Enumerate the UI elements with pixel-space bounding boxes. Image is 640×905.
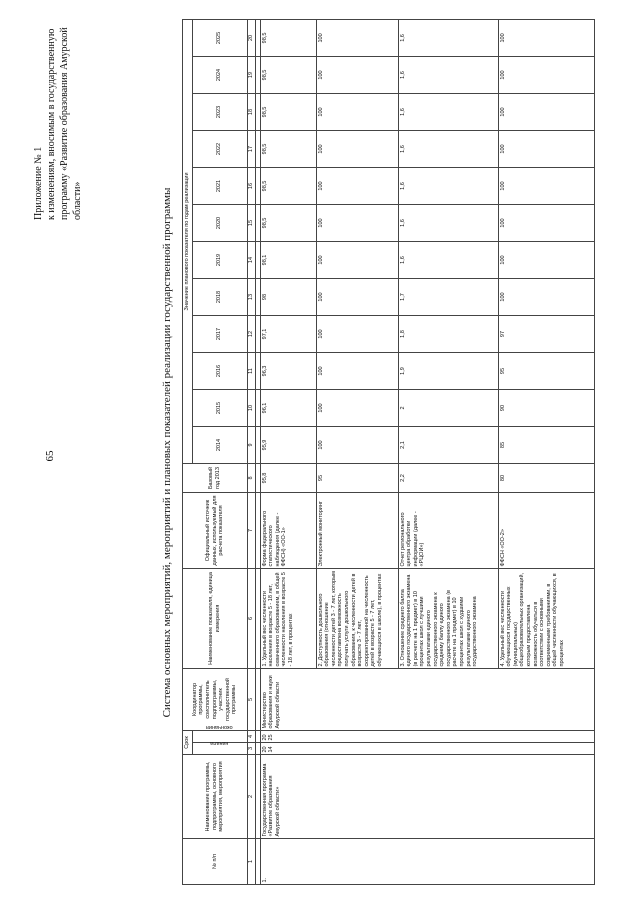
- header-term: Срок: [183, 731, 193, 755]
- indicator-value: 100: [498, 94, 594, 131]
- column-number: 15: [247, 205, 255, 242]
- header-year: 2017: [192, 316, 247, 353]
- indicator-value: 100: [498, 279, 594, 316]
- indicator-value: 100: [498, 242, 594, 279]
- indicator-value: 100: [316, 57, 398, 94]
- column-number: 8: [247, 464, 255, 493]
- header-year: 2018: [192, 279, 247, 316]
- appendix-line-3: программу «Развитие образования Амурской: [59, 27, 70, 220]
- indicator-value: 100: [498, 19, 594, 56]
- indicator-value: 100: [316, 131, 398, 168]
- indicator-value: 1,6: [398, 19, 498, 56]
- indicator-value: 100: [316, 19, 398, 56]
- column-number: 13: [247, 279, 255, 316]
- indicator-base: 95: [316, 464, 398, 493]
- program-end: 2025: [260, 731, 594, 743]
- indicator-value: 1,7: [398, 279, 498, 316]
- header-name: Наименование программы, подпрограммы, основного мероприятия, мероприятия: [183, 755, 248, 839]
- column-number: 18: [247, 94, 255, 131]
- page-number: 65: [44, 450, 56, 462]
- column-number: 3: [247, 743, 255, 755]
- header-year: 2025: [192, 19, 247, 56]
- indicator-value: 85: [498, 427, 594, 464]
- header-start-label: начала: [210, 740, 229, 747]
- indicator-source: Форма федерального статистического наблюдения (далее - ФФСН) «ОО-1»: [260, 493, 316, 569]
- indicator-value: 100: [316, 94, 398, 131]
- column-number: 2: [247, 755, 255, 839]
- header-indicator: Наименование показателя, единица измерения: [183, 569, 248, 669]
- indicator-value: 1,6: [398, 168, 498, 205]
- indicator-value: 98,5: [260, 131, 316, 168]
- appendix-line-4: области»: [72, 181, 83, 220]
- indicator-value: 1,6: [398, 242, 498, 279]
- indicator-name: 1. Удельный вес численности населения в возрасте 5 - 18 лет, охваченного образованием, в общей численности населения в возрасте 5 - 18 лет, в процентах: [260, 569, 316, 669]
- header-year: 2024: [192, 57, 247, 94]
- indicator-source: ФФСН «ОО-2»: [498, 493, 594, 569]
- program-name: Государственная программа «Развитие образования Амурской области»: [260, 755, 594, 839]
- header-coordinator: Координатор программы, соисполнитель подпрограммы, участник государственной программы: [183, 669, 248, 731]
- indicator-value: 96,1: [260, 390, 316, 427]
- indicator-name: 2. Доступность дошкольного образования (отношение численности детей 3 - 7 лет, которым предоставлена возможность получать услуги дошкольного образования, к численности детей в возрасте 3 - 7 лет, скорректированной на численность детей в возрасте 5 - 7 лет, обучающихся в школе), в процентах: [316, 569, 398, 669]
- indicator-value: 100: [316, 427, 398, 464]
- program-start: 2014: [260, 743, 594, 755]
- header-row-1: [183, 19, 193, 884]
- column-number: 11: [247, 353, 255, 390]
- column-number: 19: [247, 57, 255, 94]
- indicator-value: 1,6: [398, 131, 498, 168]
- program-coordinator: Министерство образования и науки Амурской области: [260, 669, 594, 731]
- column-number: 20: [247, 19, 255, 56]
- header-num: № п/п: [183, 839, 248, 885]
- appendix-line-1: Приложение № 1: [33, 146, 44, 220]
- indicator-value: 98,5: [260, 205, 316, 242]
- header-base-year: Базовый год 2013: [183, 464, 248, 493]
- indicator-value: 100: [498, 205, 594, 242]
- indicator-source: Электронный мониторинг: [316, 493, 398, 569]
- column-number: 9: [247, 427, 255, 464]
- indicator-value: 1,8: [398, 316, 498, 353]
- indicators-table: [182, 19, 595, 885]
- header-year: 2015: [192, 390, 247, 427]
- column-number: 14: [247, 242, 255, 279]
- indicator-value: 97,1: [260, 316, 316, 353]
- column-number: 12: [247, 316, 255, 353]
- header-year: 2020: [192, 205, 247, 242]
- column-number: 6: [247, 569, 255, 669]
- indicator-value: 100: [316, 168, 398, 205]
- indicator-value: 100: [316, 390, 398, 427]
- indicator-name: 3. Отношение среднего балла единого государственного экзамена (в расчете на 1 предмет) в 10 процентах школ с лучшими результатами единого государственного экзамена к среднему баллу единого государственного экзамена (в расчете на 1 предмет) в 10 процентах школ с худшими результатами единого государственного экзамена: [398, 569, 498, 669]
- indicator-base: 2,2: [398, 464, 498, 493]
- indicator-value: 100: [316, 242, 398, 279]
- indicator-value: 100: [316, 316, 398, 353]
- indicator-value: 98,1: [260, 242, 316, 279]
- indicator-value: 2,1: [398, 427, 498, 464]
- header-source: Официальный источник данных, используемый для расчета показателя: [183, 493, 248, 569]
- column-number: 16: [247, 168, 255, 205]
- indicator-value: 1,6: [398, 205, 498, 242]
- header-start: [192, 740, 247, 755]
- indicator-value: 1,6: [398, 57, 498, 94]
- indicator-value: 100: [498, 168, 594, 205]
- column-number: 4: [247, 731, 255, 743]
- indicator-value: 98: [260, 279, 316, 316]
- indicator-value: 2: [398, 390, 498, 427]
- indicator-value: 100: [316, 279, 398, 316]
- column-number: 1: [247, 839, 255, 885]
- indicator-name: 4. Удельный вес численности обучающихся государственных (муниципальных) общеобразовательных организаций, которым предоставлена возможность обучаться в соответствии с основными современными требованиями, в общей численности обучающихся, в процентах: [498, 569, 594, 669]
- indicator-value: 98,5: [260, 57, 316, 94]
- column-number: 10: [247, 390, 255, 427]
- indicator-base: 95,8: [260, 464, 316, 493]
- column-number-row: [247, 19, 255, 884]
- indicator-value: 90: [498, 390, 594, 427]
- indicator-value: 98,5: [260, 19, 316, 56]
- header-year: 2023: [192, 94, 247, 131]
- indicator-value: 97: [498, 316, 594, 353]
- indicator-value: 96,3: [260, 353, 316, 390]
- table-row: [260, 19, 316, 884]
- header-year: 2019: [192, 242, 247, 279]
- header-year: 2016: [192, 353, 247, 390]
- column-number: 7: [247, 493, 255, 569]
- indicator-base: 80: [498, 464, 594, 493]
- indicator-value: 100: [498, 131, 594, 168]
- indicator-value: 1,6: [398, 94, 498, 131]
- header-year: 2022: [192, 131, 247, 168]
- program-num: 1.: [260, 839, 594, 885]
- indicator-value: 1,9: [398, 353, 498, 390]
- header-year: 2014: [192, 427, 247, 464]
- indicator-source: Отчет регионального центра обработки информации (далее - «РЦОИ»): [398, 493, 498, 569]
- header-end-label: окончания: [206, 724, 233, 731]
- document-title: Система основных мероприятий, мероприятий и плановых показателей реализации государственной программы: [161, 187, 173, 718]
- indicator-value: 98,5: [260, 168, 316, 205]
- header-values-title: Значение планового показателя по годам реализации: [183, 19, 193, 463]
- appendix-line-2: к изменениям, вносимым в государственную: [46, 28, 57, 220]
- appendix-note: [32, 20, 84, 220]
- indicator-value: 95: [498, 353, 594, 390]
- column-number: 17: [247, 131, 255, 168]
- column-number: 5: [247, 669, 255, 731]
- indicator-value: 100: [316, 205, 398, 242]
- rotated-page: [20, 20, 608, 885]
- indicator-value: 100: [498, 57, 594, 94]
- indicator-value: 95,9: [260, 427, 316, 464]
- indicator-value: 100: [316, 353, 398, 390]
- header-year: 2021: [192, 168, 247, 205]
- indicator-value: 98,5: [260, 94, 316, 131]
